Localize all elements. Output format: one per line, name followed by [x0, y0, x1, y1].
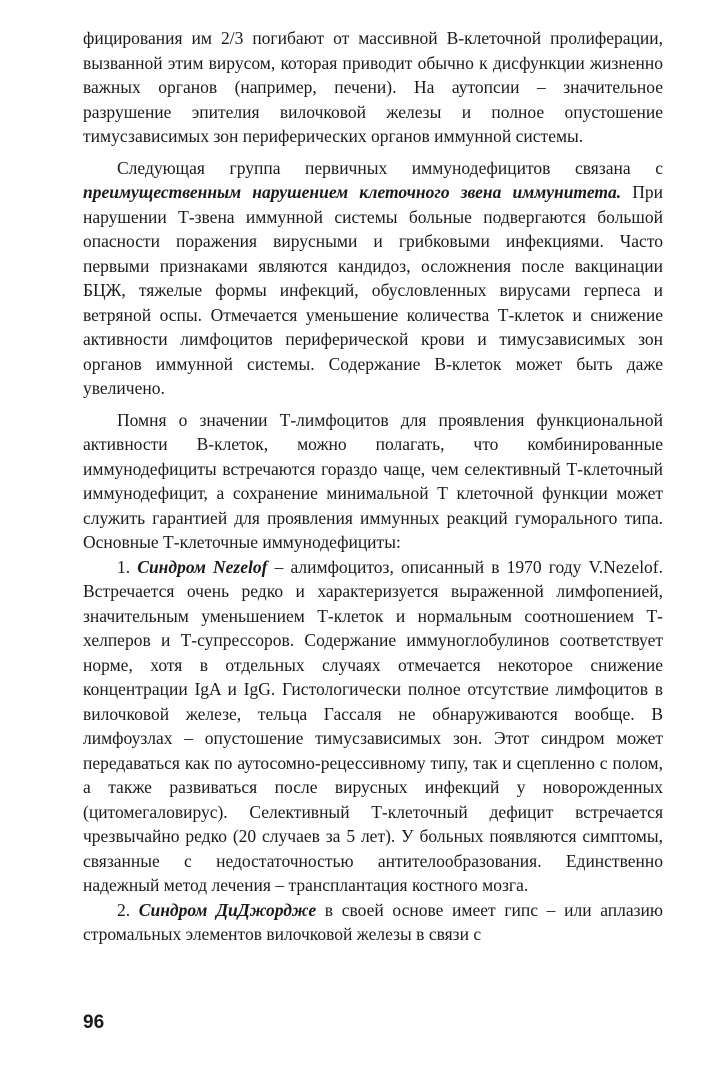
paragraph-digeorge-syndrome: [83, 898, 663, 947]
paragraph-body: – алимфоцитоз, описанный в 1970 году V.Nezelof. Встречается очень редко и характеризуется выраженной лимфопенией, значительным уменьшением Т-клеток и нормальным соотношением Т-хелперов и Т-супрессоров. Содержание иммуноглобулинов соответствует норме, хотя в отдельных случаях отмечается некоторое снижение концентрации IgA и IgG. Гистологически полное отсутствие лимфоцитов в вилочковой железе, тельца Гассаля не обнаруживаются вообще. В лимфоузлах – опустошение тимусзависимых зон. Этот синдром может передаваться как по аутосомно-рецессивному типу, так и сцепленно с полом, а также развиваться после вирусных инфекций у новорожденных (цитомегаловирус). Селективный Т-клеточный дефицит встречается чрезвычайно редко (20 случаев за 5 лет). У больных появляются симптомы, связанные с недостаточностью антителообразования. Единственно надежный метод лечения – трансплантация костного мозга.: [83, 556, 664, 895]
page-text: [83, 26, 663, 947]
syndrome-title: Синдром Nezelof: [137, 556, 268, 577]
paragraph-body: При нарушении Т-звена иммунной системы больные подвергаются большой опасности поражения вирусными и грибковыми инфекциями. Часто первыми признаками являются кандидоз, осложнения после вакцинации БЦЖ, тяжелые формы инфекций, обусловленных вирусами герпеса и ветряной оспы. Отмечается уменьшение количества Т-клеток и снижение активности лимфоцитов периферической крови и тимусзависимых зон органов иммунной системы. Содержание B-клеток может быть даже увеличено.: [83, 182, 663, 398]
syndrome-title: Синдром ДиДжордже: [138, 899, 317, 920]
paragraph-t-cell-group: [83, 156, 663, 401]
list-number: 1.: [117, 556, 138, 577]
paragraph-combined-immunodeficiency: Помня о значении Т-лимфоцитов для проявления функциональной активности B-клеток, можно полагать, что комбинированные иммунодефициты встречаются гораздо чаще, чем селективный Т-клеточный иммунодефицит, а сохранение минимальной Т клеточной функции может служить гарантией для проявления иммунных реакций гуморального типа. Основные Т-клеточные иммунодефициты:: [83, 409, 663, 552]
list-number: 2.: [117, 899, 139, 920]
paragraph-nezelof-syndrome: [83, 555, 663, 898]
emphasis-text: преимущественным нарушением клеточного звена иммунитета.: [83, 182, 622, 202]
paragraph-lead: Следующая группа первичных иммунодефицитов связана с: [117, 157, 663, 178]
page-number: 96: [83, 1012, 105, 1033]
paragraph-continuation: фицирования им 2/3 погибают от массивной B-клеточной пролиферации, вызванной этим вирусом, которая приводит обычно к дисфункции жизненно важных органов (например, печени). На аутопсии – значительное разрушение эпителия вилочковой железы и полное опустошение тимусзависимых зон периферических органов иммунной системы.: [83, 28, 663, 146]
paragraph-body: в своей основе имеет гипс – или аплазию стромальных элементов вилочковой железы в связи с: [83, 899, 663, 944]
